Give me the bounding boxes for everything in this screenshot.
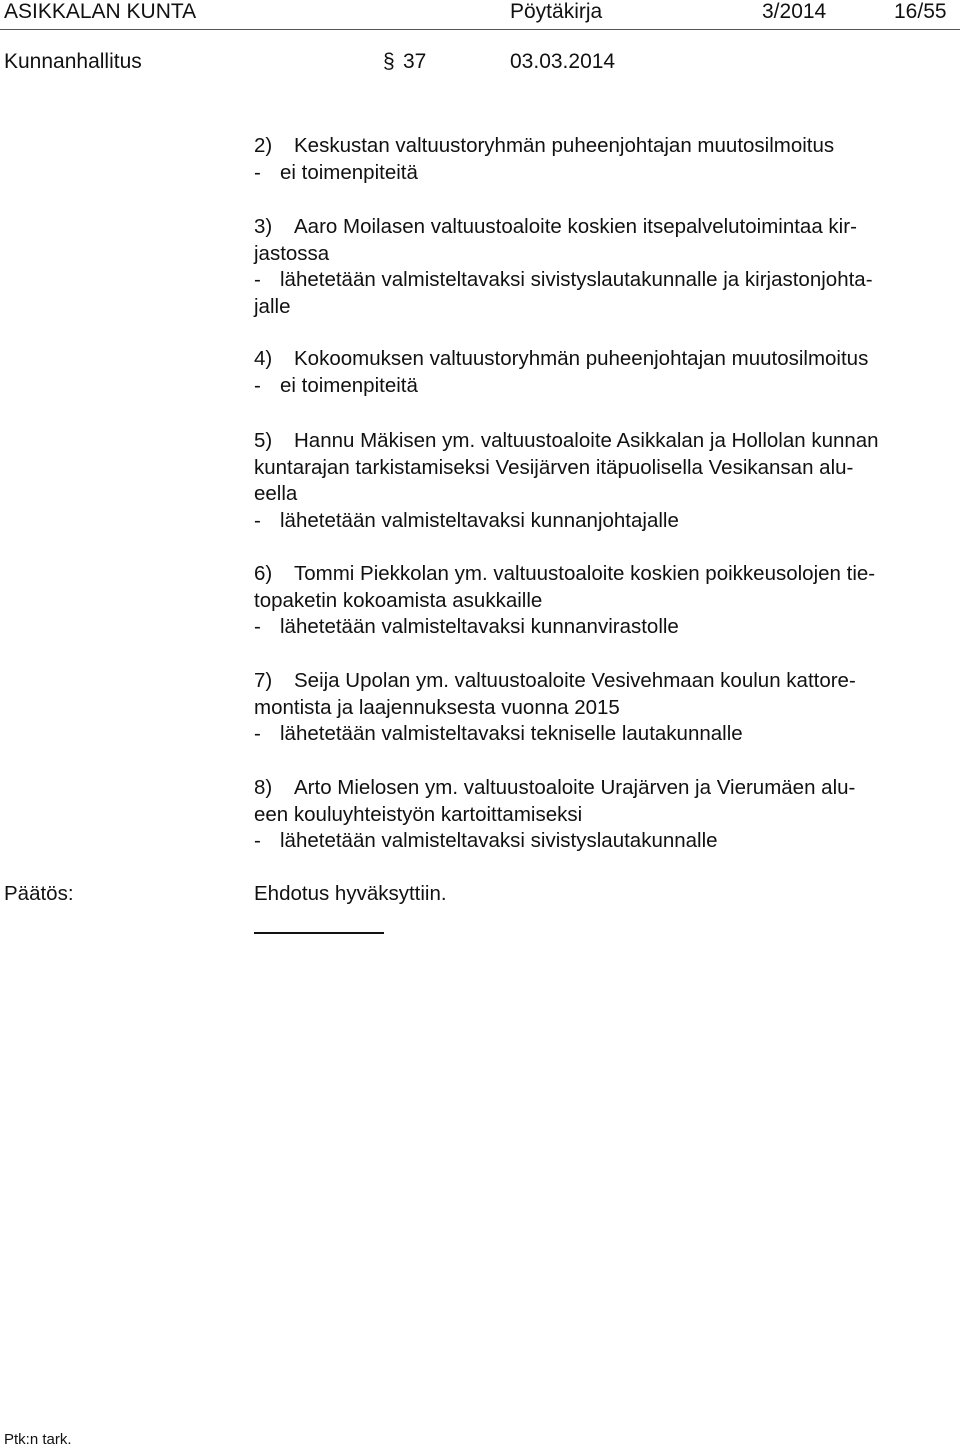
motion-title-line [254,668,954,695]
motion-item [254,214,954,321]
motion-number: 6) [254,562,273,585]
motion-title-text: jastossa [254,241,330,265]
motion-title-text: Tommi Piekkolan ym. valtuustoaloite koskien poikkeusolojen tie- [294,562,876,585]
motion-action-line [254,828,954,855]
action-dash: - [254,160,261,184]
action-dash: - [254,509,261,533]
motion-number: 5) [254,429,273,452]
motion-item [254,346,954,399]
motion-action-line [254,267,954,294]
motion-title-continuation [254,695,954,722]
motion-item [254,133,954,186]
decision-text: Ehdotus hyväksyttiin. [254,882,447,905]
motion-action-text: jalle [254,295,291,319]
header-body: Kunnanhallitus [4,50,142,73]
motion-title-continuation [254,481,954,508]
end-rule [254,932,384,934]
motion-title-line [254,346,954,373]
action-dash: - [254,268,261,292]
motion-action-continuation [254,294,954,321]
motion-title-text: Arto Mielosen ym. valtuustoaloite Urajärven ja Vierumäen alu- [294,776,856,799]
action-dash: - [254,722,261,746]
action-dash: - [254,829,261,853]
motion-title-text: een kouluyhteistyön kartoittamiseksi [254,802,583,826]
motion-number: 4) [254,347,273,370]
motion-title-text: topaketin kokoamista asukkaille [254,588,543,612]
motion-action-text: lähetetään valmisteltavaksi sivistyslautakunnalle [280,829,718,853]
motion-number: 8) [254,776,273,799]
motion-action-line [254,373,954,400]
motion-title-text: Aaro Moilasen valtuustoaloite koskien itsepalvelutoimintaa kir- [294,215,857,238]
action-dash: - [254,615,261,639]
section-symbol: § [383,50,395,73]
action-dash: - [254,373,261,397]
motion-item [254,428,954,535]
header-municipality: ASIKKALAN KUNTA [4,0,197,23]
motion-action-line [254,508,954,535]
motion-title-text: montista ja laajennuksesta vuonna 2015 [254,695,620,719]
motion-number: 2) [254,134,273,157]
motion-action-text: ei toimenpiteitä [280,373,418,397]
decision-label: Päätös: [4,882,74,905]
motion-item [254,775,954,855]
motion-action-line [254,160,954,187]
header-date: 03.03.2014 [510,50,616,73]
motion-title-text: Hannu Mäkisen ym. valtuustoaloite Asikkalan ja Hollolan kunnan [294,429,879,452]
motion-action-text: lähetetään valmisteltavaksi sivistyslautakunnalle ja kirjastonjohta- [280,268,873,292]
motion-title-text: Keskustan valtuustoryhmän puheenjohtajan muutosilmoitus [294,134,835,157]
motion-item [254,668,954,748]
motion-number: 3) [254,215,273,238]
header-divider [0,29,960,30]
header-section-number: 37 [403,50,427,73]
motion-title-line [254,561,954,588]
motion-title-line [254,214,954,241]
motion-title-continuation [254,241,954,268]
motion-action-line [254,721,954,748]
motion-action-text: ei toimenpiteitä [280,160,418,184]
motion-title-text: eella [254,482,298,506]
motion-action-text: lähetetään valmisteltavaksi kunnanvirastolle [280,615,679,639]
motion-title-text: Seija Upolan ym. valtuustoaloite Vesivehmaan koulun kattore- [294,669,856,692]
motion-title-continuation [254,455,954,482]
motion-number: 7) [254,669,273,692]
motion-action-text: lähetetään valmisteltavaksi kunnanjohtajalle [280,509,679,533]
motion-action-text: lähetetään valmisteltavaksi tekniselle lautakunnalle [280,722,743,746]
motion-title-continuation [254,588,954,615]
motion-title-text: Kokoomuksen valtuustoryhmän puheenjohtajan muutosilmoitus [294,347,869,370]
motion-title-text: kuntarajan tarkistamiseksi Vesijärven itäpuolisella Vesikansan alu- [254,455,854,479]
motion-title-continuation [254,802,954,829]
header-doc-type: Pöytäkirja [510,0,603,23]
header-doc-number: 3/2014 [762,0,827,23]
motion-action-line [254,614,954,641]
motion-title-line [254,133,954,160]
header-page-number: 16/55 [894,0,947,23]
motion-title-line [254,428,954,455]
motion-title-line [254,775,954,802]
footer-review-note: Ptk:n tark. [4,1431,72,1448]
motion-item [254,561,954,641]
